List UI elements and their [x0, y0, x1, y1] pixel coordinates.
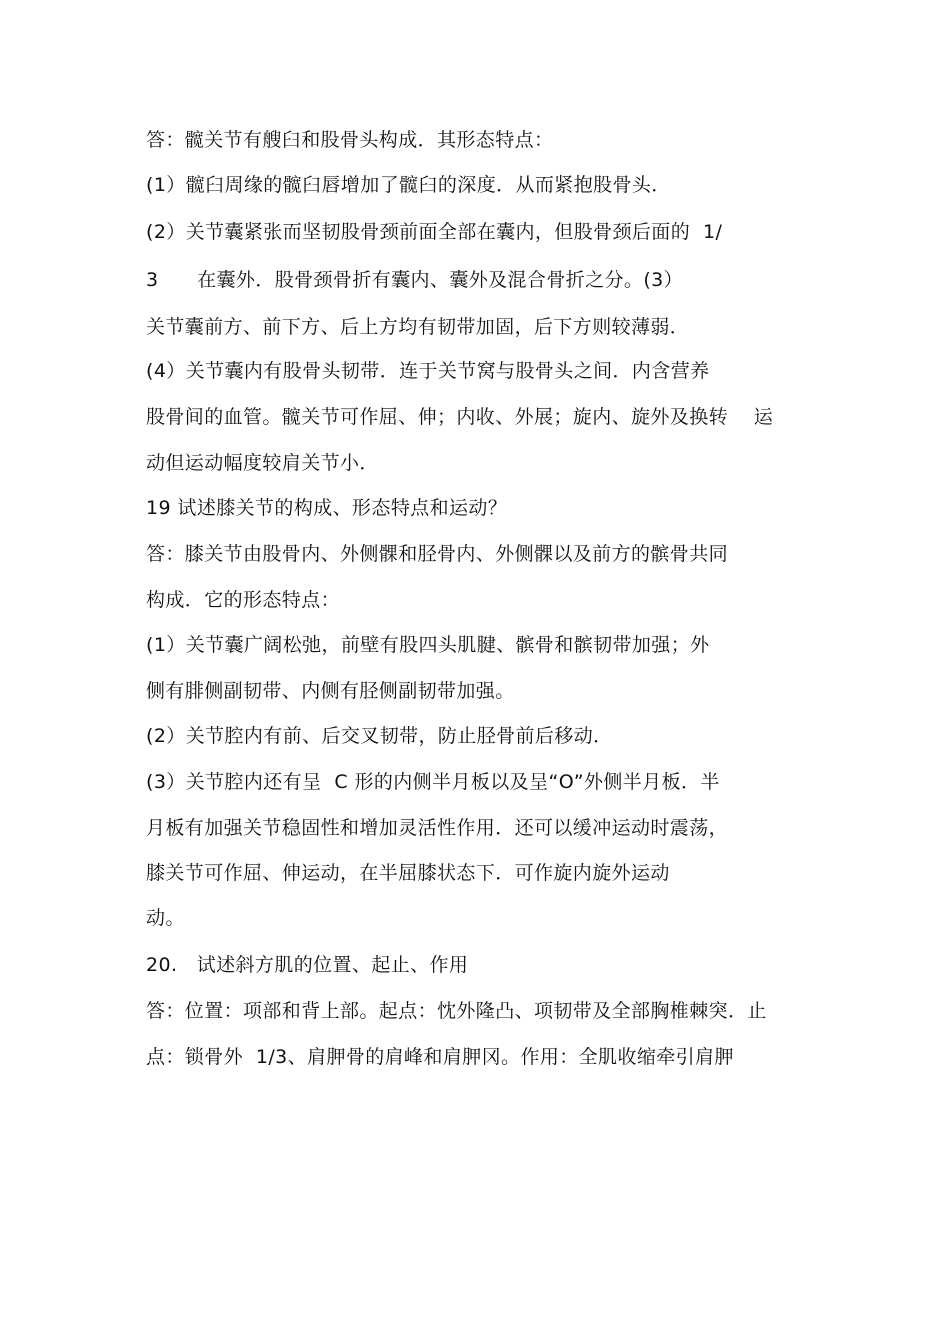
- hip-movement: 动但运动幅度较肩关节小．: [146, 452, 379, 474]
- hip-feature-2: (2）关节囊紧张而坚韧股骨颈前面全部在囊内，但股骨颈后面的 1/: [146, 221, 723, 243]
- hip-feature-4-cont: 股骨间的血管。髋关节可作屈、伸；内收、外展；旋内、旋外及换转 运: [146, 406, 774, 428]
- knee-feature-3-cont: 月板有加强关节稳固性和增加灵活性作用．还可以缓冲运动时震荡，: [146, 817, 729, 839]
- knee-feature-3: (3）关节腔内还有呈 C 形的内侧半月板以及呈“O”外侧半月板．半: [146, 771, 720, 793]
- hip-feature-3: 关节囊前方、前下方、后上方均有韧带加固，后下方则较薄弱．: [146, 316, 690, 338]
- answer-knee-joint-intro: 答：膝关节由股骨内、外侧髁和胫骨内、外侧髁以及前方的髌骨共同: [146, 543, 729, 565]
- question-20: 20. 试述斜方肌的位置、起止、作用: [146, 954, 469, 976]
- knee-feature-2: (2）关节腔内有前、后交叉韧带，防止胫骨前后移动．: [146, 725, 613, 747]
- hip-feature-2-cont: 3 在囊外．股骨颈骨折有囊内、囊外及混合骨折之分。(3）: [146, 269, 684, 291]
- hip-feature-1: (1）髋臼周缘的髋臼唇增加了髋臼的深度．从而紧抱股骨头．: [146, 174, 671, 196]
- knee-movement: 膝关节可作屈、伸运动，在半屈膝状态下．可作旋内旋外运动: [146, 862, 670, 884]
- knee-feature-1: (1）关节囊广阔松弛，前壁有股四头肌腱、髌骨和髌韧带加强；外: [146, 634, 710, 656]
- answer-hip-joint-intro: 答：髋关节有艘臼和股骨头构成．其形态特点：: [146, 129, 554, 151]
- answer-trapezius: 答：位置：项部和背上部。起点：忱外隆凸、项韧带及全部胸椎棘突．止: [146, 1000, 767, 1022]
- question-19: 19 试述膝关节的构成、形态特点和运动？: [146, 497, 508, 519]
- answer-knee-joint-intro-cont: 构成．它的形态特点：: [146, 589, 341, 611]
- knee-movement-cont: 动。: [146, 907, 185, 929]
- knee-feature-1-cont: 侧有腓侧副韧带、内侧有胫侧副韧带加强。: [146, 680, 515, 702]
- answer-trapezius-cont: 点：锁骨外 1/3、肩胛骨的肩峰和肩胛冈。作用：全肌收缩牵引肩胛: [146, 1046, 734, 1068]
- hip-feature-4: (4）关节囊内有股骨头韧带．连于关节窝与股骨头之间．内含营养: [146, 360, 710, 382]
